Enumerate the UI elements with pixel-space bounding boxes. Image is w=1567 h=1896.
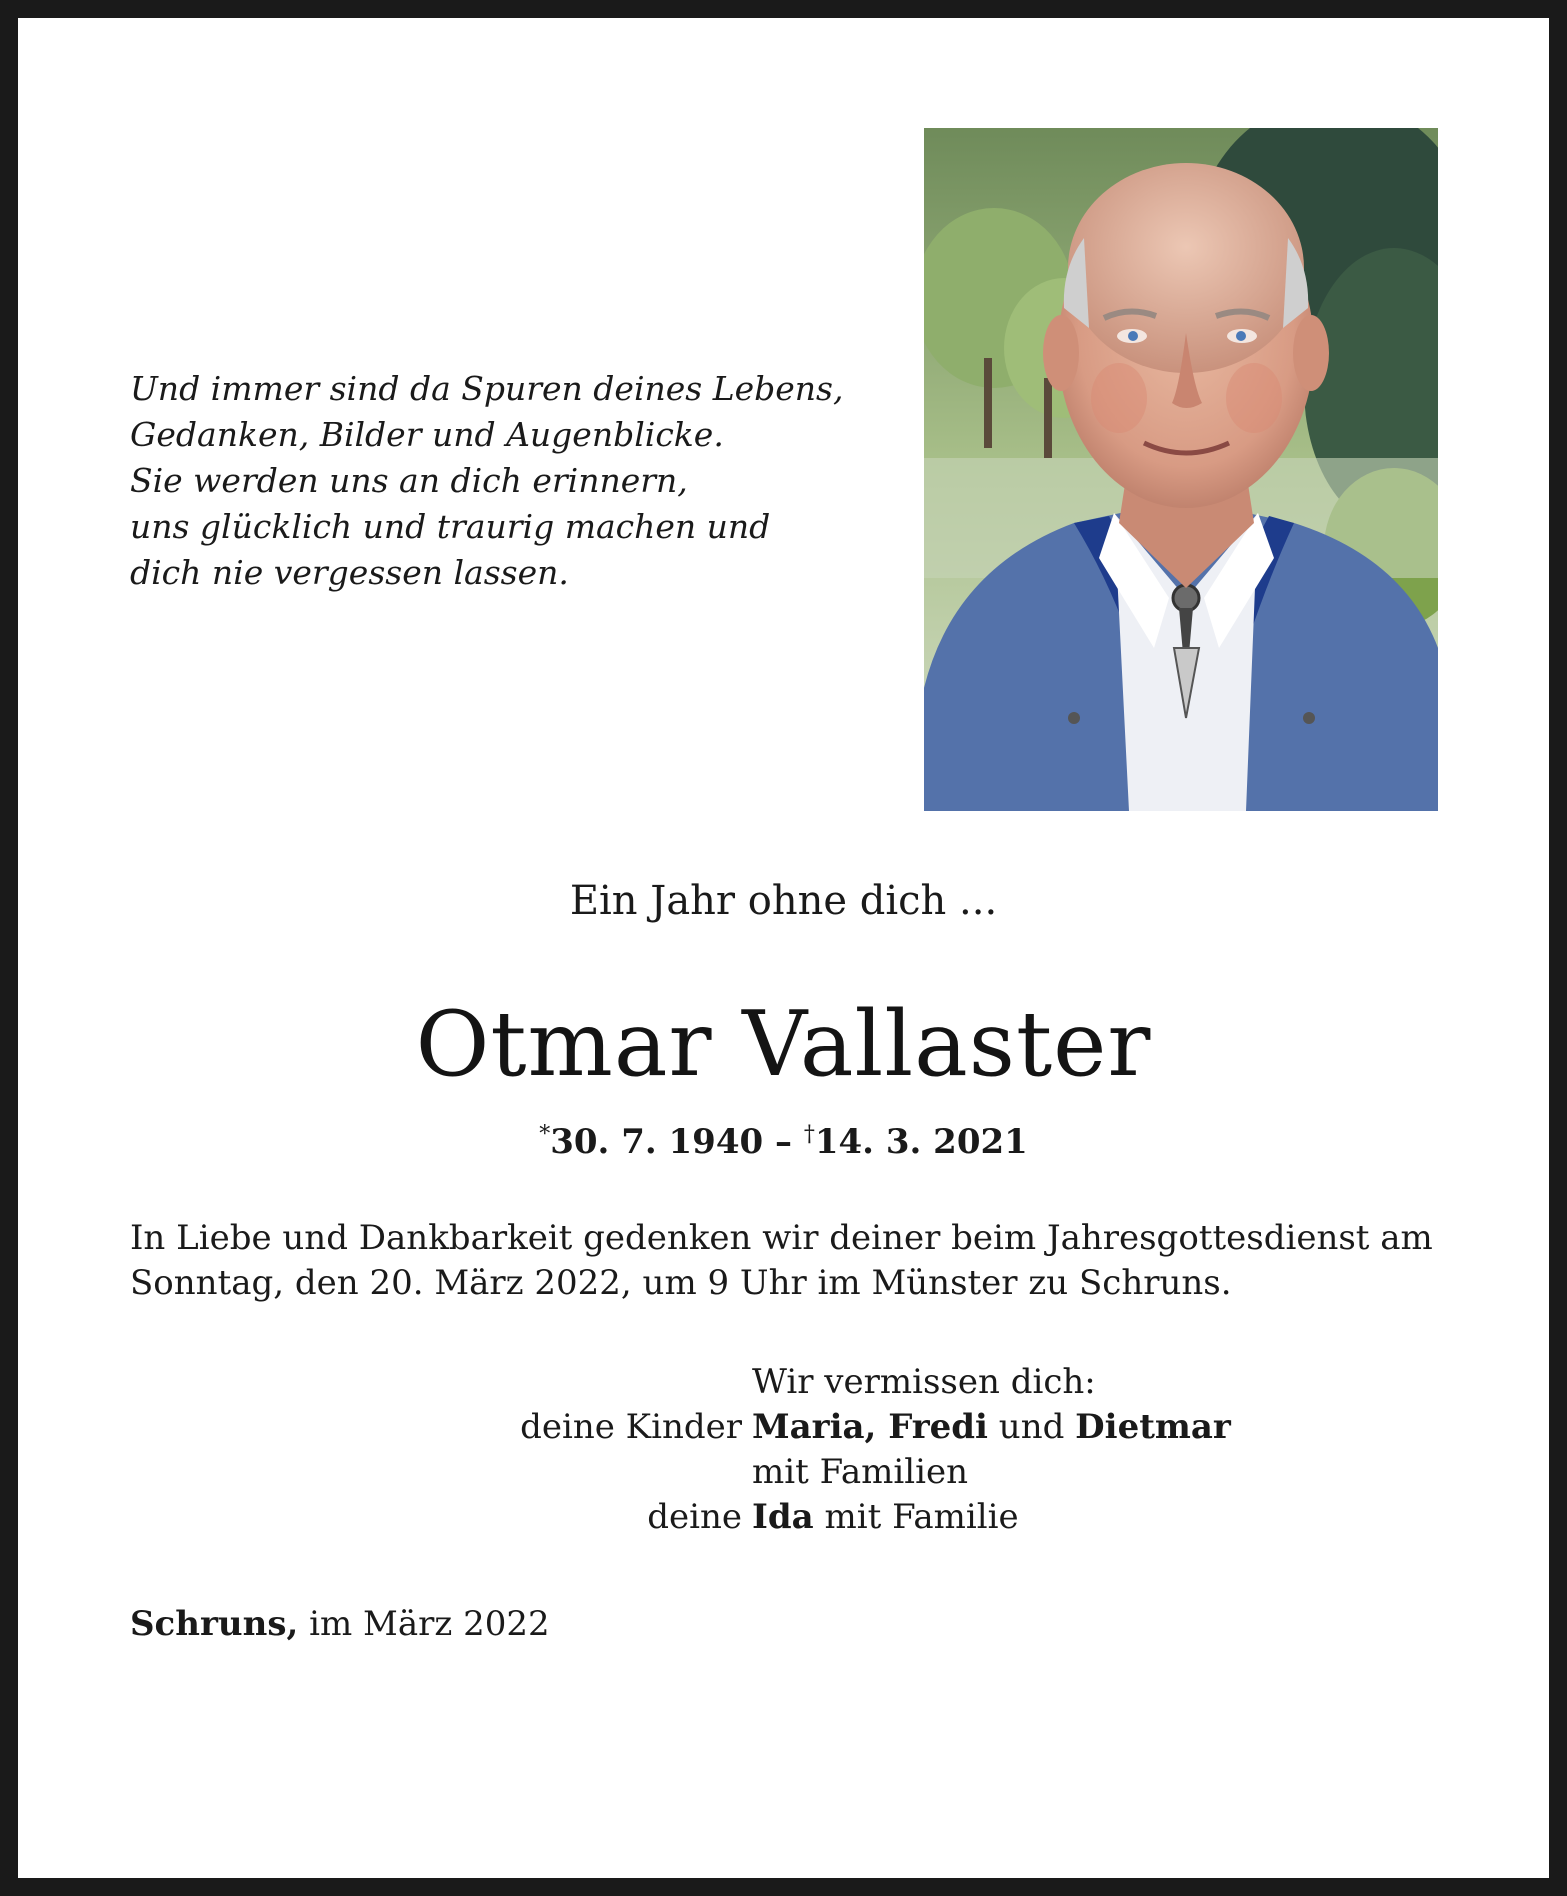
poem-line: Gedanken, Bilder und Augenblicke. — [130, 415, 724, 454]
children-prefix: deine Kinder — [520, 1407, 742, 1447]
announcement-line: Sonntag, den 20. März 2022, um 9 Uhr im Münster zu Schruns. — [130, 1263, 1232, 1303]
poem-line: Und immer sind da Spuren deines Lebens, — [130, 369, 844, 408]
partner-names — [752, 1495, 1019, 1540]
date-separator: – — [763, 1122, 804, 1162]
poem-line: dich nie vergessen lassen. — [130, 553, 569, 592]
children-name-group: Maria, Fredi — [752, 1407, 988, 1447]
death-date: 14. 3. 2021 — [814, 1122, 1028, 1162]
birth-symbol: * — [539, 1122, 551, 1147]
birth-date: 30. 7. 1940 — [550, 1122, 764, 1162]
publication-date: im März 2022 — [298, 1604, 550, 1644]
service-announcement — [130, 1216, 1450, 1306]
children-and: und — [987, 1407, 1076, 1447]
children-names — [752, 1405, 1231, 1450]
portrait-photo — [924, 128, 1438, 811]
memorial-subtitle: Ein Jahr ohne dich ... — [569, 878, 998, 924]
children-name-last: Dietmar — [1075, 1407, 1231, 1447]
children-family-row — [0, 1450, 1567, 1495]
children-suffix: mit Familien — [752, 1452, 969, 1492]
place-name: Schruns, — [130, 1604, 299, 1644]
poem-line: Sie werden uns an dich erinnern, — [130, 461, 688, 500]
partner-prefix: deine — [647, 1497, 742, 1537]
partner-name: Ida — [752, 1497, 814, 1537]
place-and-date — [130, 1604, 550, 1644]
signoff-intro: Wir vermissen dich: — [752, 1362, 1096, 1402]
poem-line: uns glücklich und traurig machen und — [130, 507, 771, 546]
memorial-poem — [130, 366, 844, 596]
death-symbol: † — [803, 1122, 815, 1147]
deceased-name: Otmar Vallaster — [415, 992, 1152, 1097]
mourners-list — [0, 1360, 1567, 1540]
children-row — [0, 1405, 1567, 1450]
life-dates — [0, 1122, 1567, 1162]
partner-row — [0, 1495, 1567, 1540]
partner-suffix: mit Familie — [813, 1497, 1019, 1537]
signoff-intro-row — [0, 1360, 1567, 1405]
announcement-line: In Liebe und Dankbarkeit gedenken wir deiner beim Jahresgottesdienst am — [130, 1218, 1433, 1258]
